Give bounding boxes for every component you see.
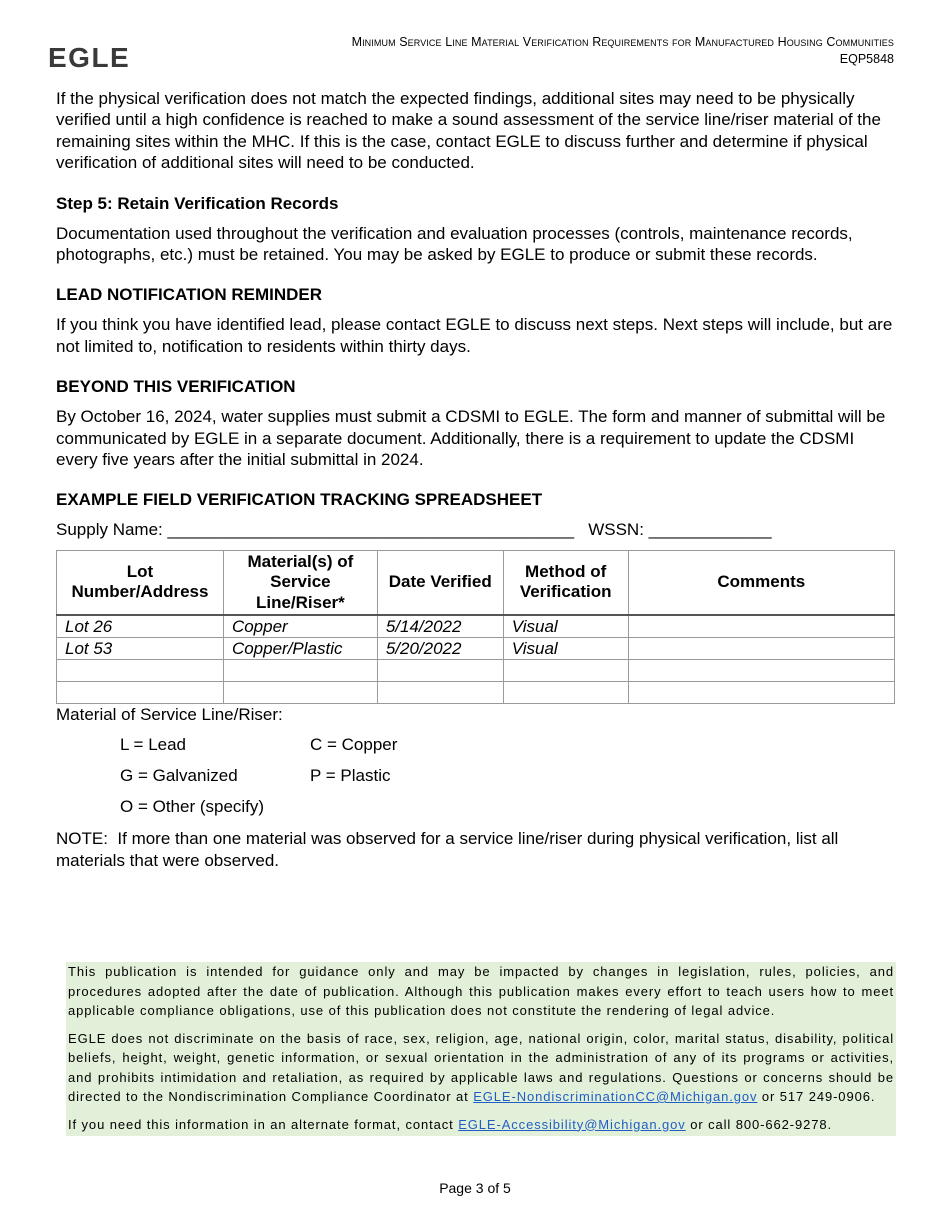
header-date: Date Verified bbox=[377, 550, 503, 615]
legend-item: C = Copper bbox=[310, 735, 398, 755]
note bbox=[56, 828, 896, 871]
disclaimer-accessibility bbox=[68, 1115, 894, 1137]
table-row bbox=[57, 659, 895, 681]
material-legend bbox=[120, 735, 896, 828]
legend-item: O = Other (specify) bbox=[120, 797, 265, 817]
cell-material bbox=[223, 659, 377, 681]
cell-method bbox=[503, 659, 628, 681]
lead-paragraph: If you think you have identified lead, please contact EGLE to discuss next steps. Next steps will include, but are not limited to, notification to residents within thirty days. bbox=[56, 315, 893, 356]
legend-item: L = Lead bbox=[120, 735, 187, 755]
cell-method: Visual bbox=[503, 615, 628, 638]
cell-method bbox=[503, 681, 628, 703]
table-row bbox=[57, 637, 895, 659]
note-text: If more than one material was observed for a service line/riser during physical verification, list all materials that were observed. bbox=[56, 829, 844, 870]
cell-date: 5/14/2022 bbox=[377, 615, 503, 638]
legend-row bbox=[120, 766, 896, 797]
table-header-row bbox=[57, 550, 895, 615]
intro-paragraph: If the physical verification does not match the expected findings, additional sites may need to be physically verified until a high confidence is reached to make a sound assessment of the service line/riser material of the remaining sites within the MHC. If this is the case, contact EGLE to discuss further and determine if physical verification of additional sites will need to be conducted. bbox=[56, 89, 881, 173]
header bbox=[352, 34, 894, 68]
cell-lot: Lot 26 bbox=[57, 615, 224, 638]
cell-method: Visual bbox=[503, 637, 628, 659]
accessibility-phone: or call 800-662-9278. bbox=[685, 1116, 832, 1132]
cell-lot bbox=[57, 681, 224, 703]
main-content bbox=[56, 88, 896, 871]
header-lot: Lot Number/Address bbox=[57, 550, 224, 615]
logo-text: EGLE bbox=[48, 44, 128, 70]
accessibility-text: If you need this information in an alternate format, contact bbox=[68, 1116, 459, 1132]
nondiscrimination-text: EGLE does not discriminate on the basis of race, sex, religion, age, national origin, color, marital status, disability, political beliefs, height, weight, genetic information, or sexual orientation in the administration of any of its programs or activities, and prohibits intimidation and retaliation, as required by applicable laws and regulations. Questions or concerns should be directed to the Nondiscrimination Compliance Coordinator at bbox=[68, 1030, 894, 1104]
egle-logo bbox=[48, 44, 128, 75]
supply-name-line: Supply Name: ___________________________________________ WSSN: _____________ bbox=[56, 520, 772, 540]
disclaimer-guidance: This publication is intended for guidance only and may be impacted by changes in legislation, rules, policies, and procedures adopted after the date of publication. Although this publication makes every effort to teach users how to meet applicable compliance obligations, use of this publication does not constitute the rendering of legal advice. bbox=[68, 964, 894, 1018]
legend-row bbox=[120, 797, 896, 828]
legend-row bbox=[120, 735, 896, 766]
accessibility-email-link[interactable]: EGLE-Accessibility@Michigan.gov bbox=[458, 1116, 686, 1132]
cell-date bbox=[377, 681, 503, 703]
disclaimer-box bbox=[66, 962, 896, 1136]
lead-heading: LEAD NOTIFICATION REMINDER bbox=[56, 285, 323, 305]
example-heading: EXAMPLE FIELD VERIFICATION TRACKING SPREADSHEET bbox=[56, 490, 543, 510]
page-number: Page 3 of 5 bbox=[439, 1180, 511, 1196]
disclaimer-nondiscrimination bbox=[68, 1029, 894, 1107]
cell-comments bbox=[628, 681, 894, 703]
table-row bbox=[57, 615, 895, 638]
beyond-paragraph: By October 16, 2024, water supplies must submit a CDSMI to EGLE. The form and manner of submittal will be communicated by EGLE in a separate document. Additionally, there is a requirement to update the CDSMI every five years after the initial submittal in 2024. bbox=[56, 407, 886, 470]
note-label: NOTE: bbox=[56, 829, 108, 849]
legend-item: G = Galvanized bbox=[120, 766, 238, 786]
nondiscrimination-phone: or 517 249-0906. bbox=[757, 1089, 876, 1104]
cell-material: Copper bbox=[223, 615, 377, 638]
cell-lot: Lot 53 bbox=[57, 637, 224, 659]
beyond-heading: BEYOND THIS VERIFICATION bbox=[56, 377, 296, 397]
table-row bbox=[57, 681, 895, 703]
legend-item: P = Plastic bbox=[310, 766, 391, 786]
cell-comments bbox=[628, 615, 894, 638]
cell-comments bbox=[628, 659, 894, 681]
header-material: Material(s) of Service Line/Riser* bbox=[223, 550, 377, 615]
header-comments: Comments bbox=[628, 550, 894, 615]
cell-lot bbox=[57, 659, 224, 681]
cell-date bbox=[377, 659, 503, 681]
nondiscrimination-email-link[interactable]: EGLE-NondiscriminationCC@Michigan.gov bbox=[473, 1089, 758, 1104]
header-method: Method of Verification bbox=[503, 550, 628, 615]
step5-heading: Step 5: Retain Verification Records bbox=[56, 193, 339, 213]
tracking-table bbox=[56, 550, 895, 704]
cell-material bbox=[223, 681, 377, 703]
step5-paragraph: Documentation used throughout the verification and evaluation processes (controls, maintenance records, photographs, etc.) must be retained. You may be asked by EGLE to produce or submit these records. bbox=[56, 223, 853, 265]
legend-title: Material of Service Line/Riser: bbox=[56, 704, 283, 724]
document-title: Minimum Service Line Material Verification Requirements for Manufactured Housing Communities bbox=[351, 35, 894, 49]
cell-date: 5/20/2022 bbox=[377, 637, 503, 659]
cell-material: Copper/Plastic bbox=[223, 637, 377, 659]
document-code: EQP5848 bbox=[839, 52, 894, 66]
cell-comments bbox=[628, 637, 894, 659]
